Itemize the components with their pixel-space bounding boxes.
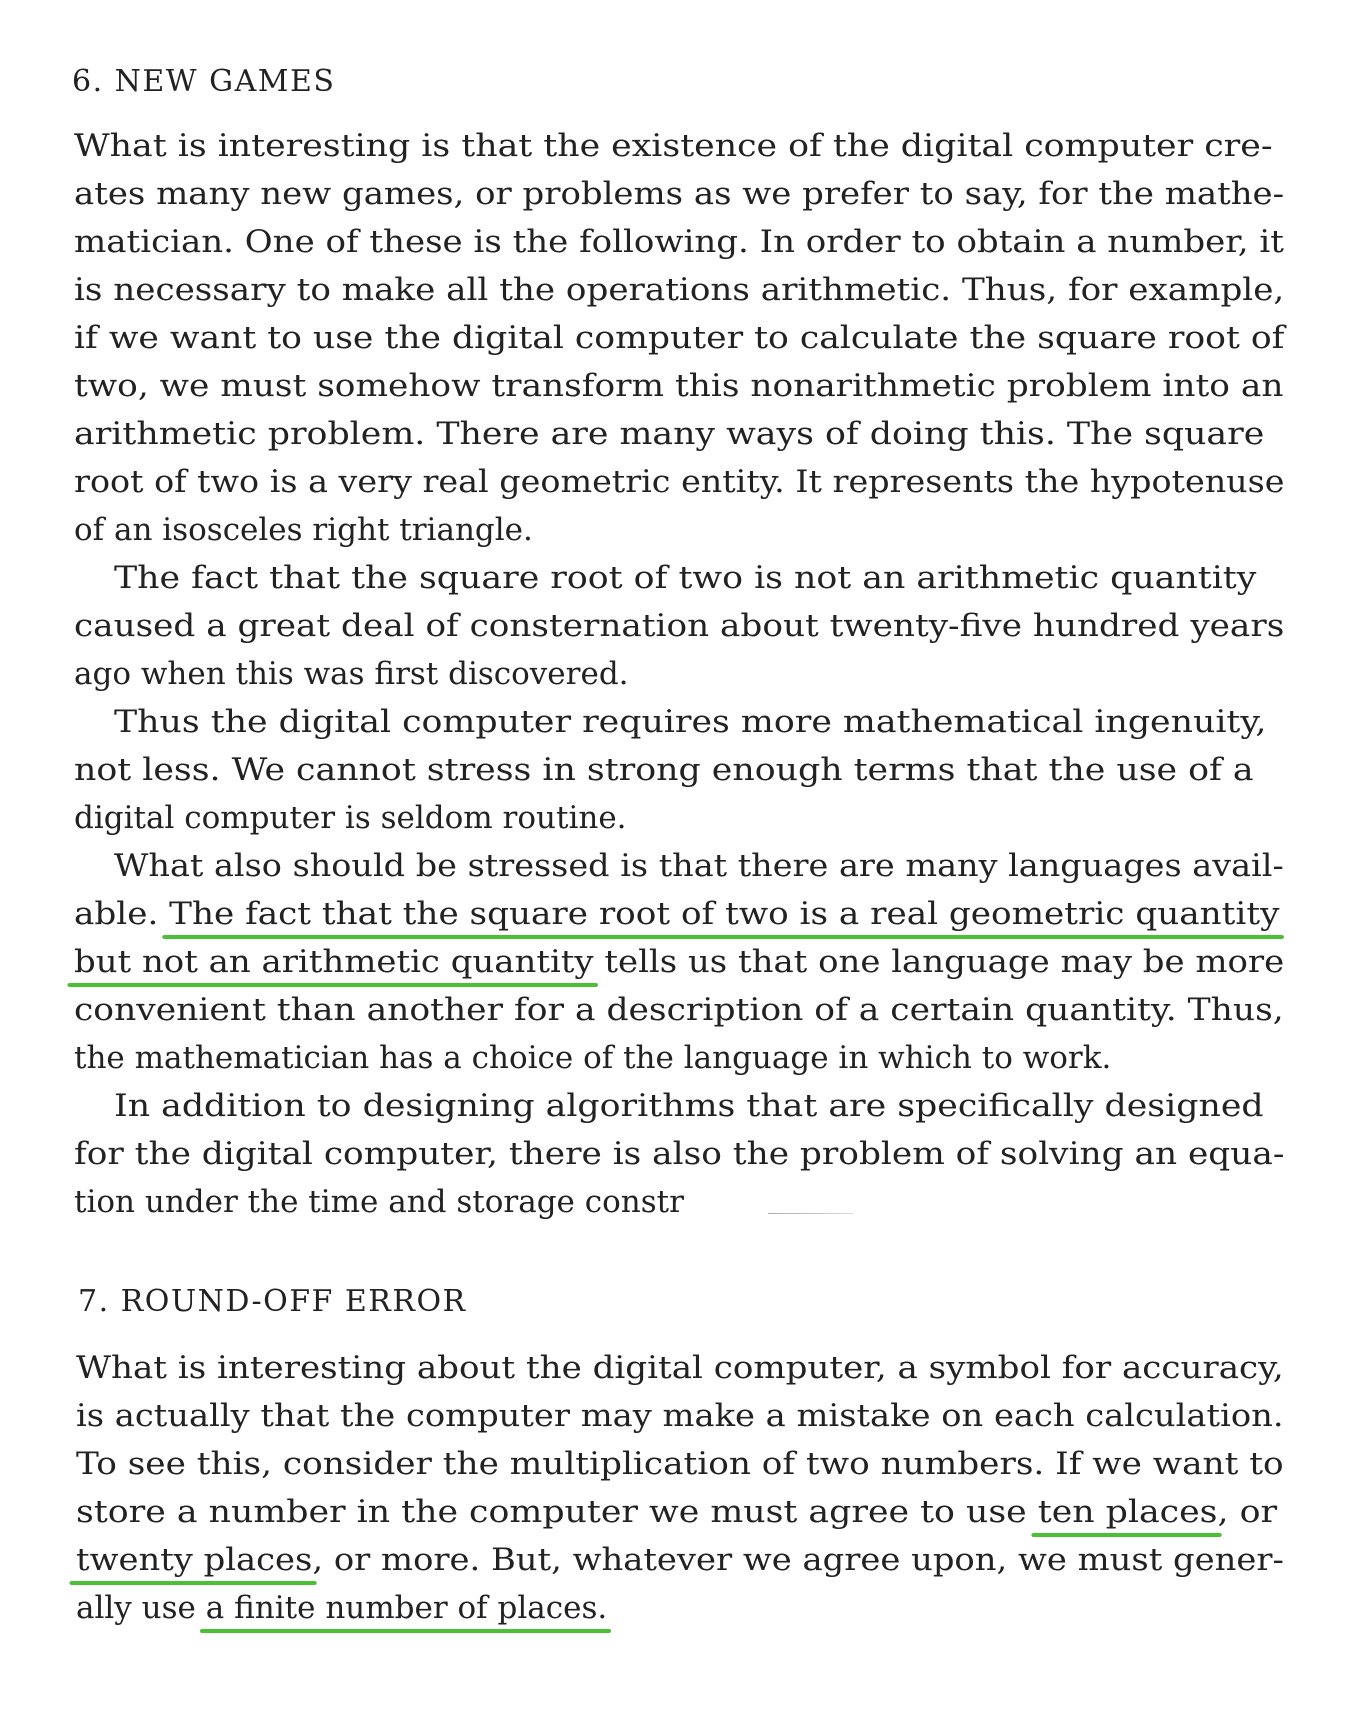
highlighted-text: a finite number of places. bbox=[205, 1590, 608, 1626]
text-line: the mathematician has a choice of the language in which to work. bbox=[74, 1040, 1112, 1076]
section-6-heading: 6. NEW GAMES bbox=[72, 64, 336, 99]
text-line: not less. We cannot stress in strong enough terms that the use of a bbox=[74, 752, 1254, 788]
text-line: is necessary to make all the operations arithmetic. Thus, for example, bbox=[74, 272, 1285, 308]
text-line: In addition to designing algorithms that are specifically designed bbox=[114, 1088, 1264, 1124]
text-line: To see this, consider the multiplication of two numbers. If we want to bbox=[76, 1446, 1284, 1482]
text-line: root of two is a very real geometric entity. It represents the hypotenuse bbox=[74, 464, 1285, 500]
section-7-heading: 7. ROUND-OFF ERROR bbox=[78, 1284, 467, 1319]
highlighted-text: but not an arithmetic quantity bbox=[74, 944, 594, 980]
text-line: tion under the time and storage constr bbox=[74, 1184, 684, 1220]
text-segment: store a number in the computer we must agree to use bbox=[76, 1494, 1038, 1530]
text-line bbox=[76, 1540, 1284, 1580]
text-line: ates many new games, or problems as we prefer to say, for the mathe- bbox=[74, 176, 1285, 212]
text-line: is actually that the computer may make a mistake on each calculation. bbox=[76, 1398, 1284, 1434]
text-line: caused a great deal of consternation about twenty-five hundred years bbox=[74, 608, 1285, 644]
text-line: Thus the digital computer requires more mathematical ingenuity, bbox=[114, 704, 1267, 740]
text-line: digital computer is seldom routine. bbox=[74, 800, 627, 836]
faded-text-remnant bbox=[768, 1213, 854, 1214]
text-line: for the digital computer, there is also the problem of solving an equa- bbox=[74, 1136, 1285, 1172]
text-line bbox=[76, 1492, 1277, 1532]
text-line bbox=[76, 1588, 607, 1628]
text-line: What also should be stressed is that there are many languages avail- bbox=[114, 848, 1284, 884]
highlighted-text: The fact that the square root of two is a real geometric quantity bbox=[169, 896, 1280, 932]
text-line: convenient than another for a description of a certain quantity. Thus, bbox=[74, 992, 1284, 1028]
text-line: of an isosceles right triangle. bbox=[74, 512, 533, 548]
text-segment: tells us that one language may be more bbox=[593, 944, 1285, 980]
faded-text-mask bbox=[762, 1194, 858, 1220]
text-line: two, we must somehow transform this nonarithmetic problem into an bbox=[74, 368, 1284, 404]
text-line: matician. One of these is the following. In order to obtain a number, it bbox=[74, 224, 1284, 260]
text-line: if we want to use the digital computer to calculate the square root of bbox=[74, 320, 1285, 356]
text-line: The fact that the square root of two is not an arithmetic quantity bbox=[114, 560, 1257, 596]
text-segment: , or more. But, whatever we agree upon, we must gener- bbox=[312, 1542, 1284, 1578]
highlighted-text: ten places bbox=[1037, 1494, 1218, 1530]
text-line bbox=[74, 894, 1279, 934]
text-segment: able. bbox=[74, 896, 170, 932]
highlighted-text: twenty places bbox=[76, 1542, 313, 1578]
text-line: What is interesting about the digital computer, a symbol for accuracy, bbox=[76, 1350, 1284, 1386]
text-line bbox=[74, 942, 1284, 982]
text-line: arithmetic problem. There are many ways of doing this. The square bbox=[74, 416, 1265, 452]
text-segment: ally use bbox=[76, 1590, 206, 1626]
text-line: ago when this was first discovered. bbox=[74, 656, 629, 692]
text-line: What is interesting is that the existence of the digital computer cre- bbox=[74, 128, 1273, 164]
text-segment: , or bbox=[1217, 1494, 1278, 1530]
